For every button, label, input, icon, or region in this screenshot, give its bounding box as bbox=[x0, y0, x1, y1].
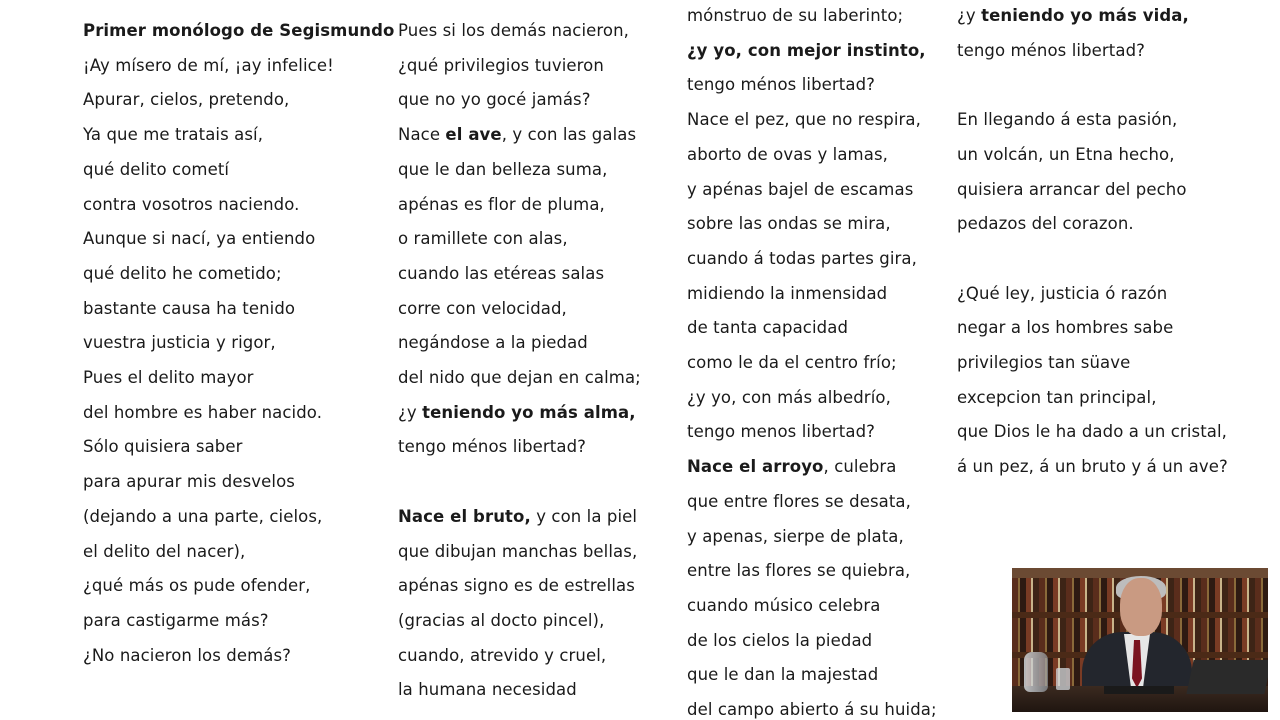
poem-line: Nace el bruto, y con la piel bbox=[398, 506, 638, 526]
poem-line: ¿qué más os pude ofender, bbox=[83, 576, 311, 596]
poem-line: Nace el pez, que no respira, bbox=[687, 110, 921, 130]
poem-line: de los cielos la piedad bbox=[687, 630, 873, 650]
poem-line bbox=[83, 21, 395, 41]
poem-line: o ramillete con alas, bbox=[398, 229, 568, 249]
poem-line: Pues si los demás nacieron, bbox=[398, 21, 630, 40]
poem-line: ¡Ay mísero de mí, ¡ay infelice! bbox=[83, 55, 334, 75]
poem-line: Nace el ave, y con las galas bbox=[398, 125, 637, 145]
poem-line: que entre flores se desata, bbox=[687, 491, 911, 511]
poem-line: midiendo la inmensidad bbox=[687, 283, 888, 303]
poem-line: ¿qué privilegios tuvieron bbox=[398, 55, 604, 75]
video-lecturer-inset[interactable] bbox=[1012, 568, 1268, 712]
glass-graphic bbox=[1056, 668, 1070, 690]
poem-line: qué delito cometí bbox=[83, 159, 230, 179]
poem-line: para castigarme más? bbox=[83, 610, 269, 630]
poem-line: aborto de ovas y lamas, bbox=[687, 144, 888, 164]
poem-line: que Dios le ha dado a un cristal, bbox=[957, 422, 1228, 442]
poem-line: el delito del nacer), bbox=[83, 541, 246, 561]
poem-line: cuando á todas partes gira, bbox=[687, 248, 917, 268]
poem-line: que no yo gocé jamás? bbox=[398, 90, 591, 110]
poem-line: ¿y teniendo yo más alma, bbox=[398, 402, 636, 422]
poem-line: cuando las etéreas salas bbox=[398, 263, 605, 283]
poem-line: qué delito he cometido; bbox=[83, 263, 282, 283]
poem-line-bold: el ave bbox=[445, 125, 502, 145]
poem-line: contra vosotros naciendo. bbox=[83, 194, 300, 214]
poem-line: excepcion tan principal, bbox=[957, 387, 1157, 407]
poem-line: mónstruo de su laberinto; bbox=[687, 6, 904, 25]
poem-line: negándose a la piedad bbox=[398, 333, 588, 353]
water-jar-graphic bbox=[1024, 652, 1048, 692]
poem-line: Sólo quisiera saber bbox=[83, 437, 243, 457]
poem-line: Apurar, cielos, pretendo, bbox=[83, 90, 290, 110]
laptop-graphic bbox=[1186, 660, 1268, 694]
poem-line: de tanta capacidad bbox=[687, 318, 849, 338]
poem-line-bold: teniendo yo más alma, bbox=[422, 402, 636, 422]
poem-line: corre con velocidad, bbox=[398, 298, 567, 318]
poem-line: Nace el arroyo, culebra bbox=[687, 457, 897, 477]
poem-line: del hombre es haber nacido. bbox=[83, 402, 323, 422]
poem-line: como le da el centro frío; bbox=[687, 353, 897, 372]
poem-line: Pues el delito mayor bbox=[83, 368, 254, 387]
poem-line-bold: teniendo yo más vida, bbox=[981, 6, 1189, 25]
poem-line: Aunque si nací, ya entiendo bbox=[83, 229, 316, 249]
poem-line-bold: Nace el bruto, bbox=[398, 506, 531, 526]
poem-line: tengo menos libertad? bbox=[687, 422, 875, 442]
poem-line: del nido que dejan en calma; bbox=[398, 368, 641, 387]
book-graphic bbox=[1104, 686, 1174, 694]
poem-line: tengo ménos libertad? bbox=[957, 40, 1145, 60]
poem-line: En llegando á esta pasión, bbox=[957, 110, 1178, 130]
poem-line: y apenas, sierpe de plata, bbox=[687, 526, 904, 546]
poem-line: cuando, atrevido y cruel, bbox=[398, 645, 607, 665]
poem-line: cuando músico celebra bbox=[687, 595, 881, 615]
poem-line: negar a los hombres sabe bbox=[957, 318, 1174, 338]
poem-line: tengo ménos libertad? bbox=[687, 75, 875, 95]
poem-line-bold: ¿y yo, con mejor instinto, bbox=[687, 40, 926, 60]
poem-line: quisiera arrancar del pecho bbox=[957, 179, 1187, 199]
poem-line: entre las flores se quiebra, bbox=[687, 561, 911, 581]
poem-line: pedazos del corazon. bbox=[957, 214, 1134, 234]
poem-line: ¿Qué ley, justicia ó razón bbox=[957, 283, 1168, 303]
poem-line-bold: Primer monólogo de Segismundo bbox=[83, 21, 395, 40]
poem-line: del campo abierto á su huida; bbox=[687, 700, 937, 719]
poem-line: (gracias al docto pincel), bbox=[398, 610, 605, 630]
poem-line: que le dan la majestad bbox=[687, 665, 879, 685]
poem-line bbox=[687, 41, 926, 61]
lecturer-head-graphic bbox=[1120, 578, 1162, 636]
poem-line: y apénas bajel de escamas bbox=[687, 179, 914, 199]
poem-line-bold: Nace el arroyo bbox=[687, 457, 824, 477]
poem-line: la humana necesidad bbox=[398, 680, 577, 700]
poem-line: tengo ménos libertad? bbox=[398, 437, 586, 457]
poem-line: ¿y yo, con más albedrío, bbox=[687, 387, 891, 407]
poem-line: un volcán, un Etna hecho, bbox=[957, 144, 1175, 164]
poem-line: á un pez, á un bruto y á un ave? bbox=[957, 457, 1228, 477]
poem-line: bastante causa ha tenido bbox=[83, 298, 296, 318]
poem-line: apénas es flor de pluma, bbox=[398, 194, 605, 214]
poem-line: que dibujan manchas bellas, bbox=[398, 541, 638, 561]
poem-line: vuestra justicia y rigor, bbox=[83, 333, 276, 353]
poem-line: ¿No nacieron los demás? bbox=[83, 645, 292, 665]
poem-line: que le dan belleza suma, bbox=[398, 159, 608, 179]
poem-line: para apurar mis desvelos bbox=[83, 472, 296, 492]
poem-line: apénas signo es de estrellas bbox=[398, 576, 635, 596]
poem-line: privilegios tan süave bbox=[957, 353, 1131, 372]
poem-line: (dejando a una parte, cielos, bbox=[83, 506, 323, 526]
poem-line: ¿y teniendo yo más vida, bbox=[957, 6, 1189, 25]
poem-line: Ya que me tratais así, bbox=[83, 125, 264, 145]
poem-line: sobre las ondas se mira, bbox=[687, 214, 891, 234]
